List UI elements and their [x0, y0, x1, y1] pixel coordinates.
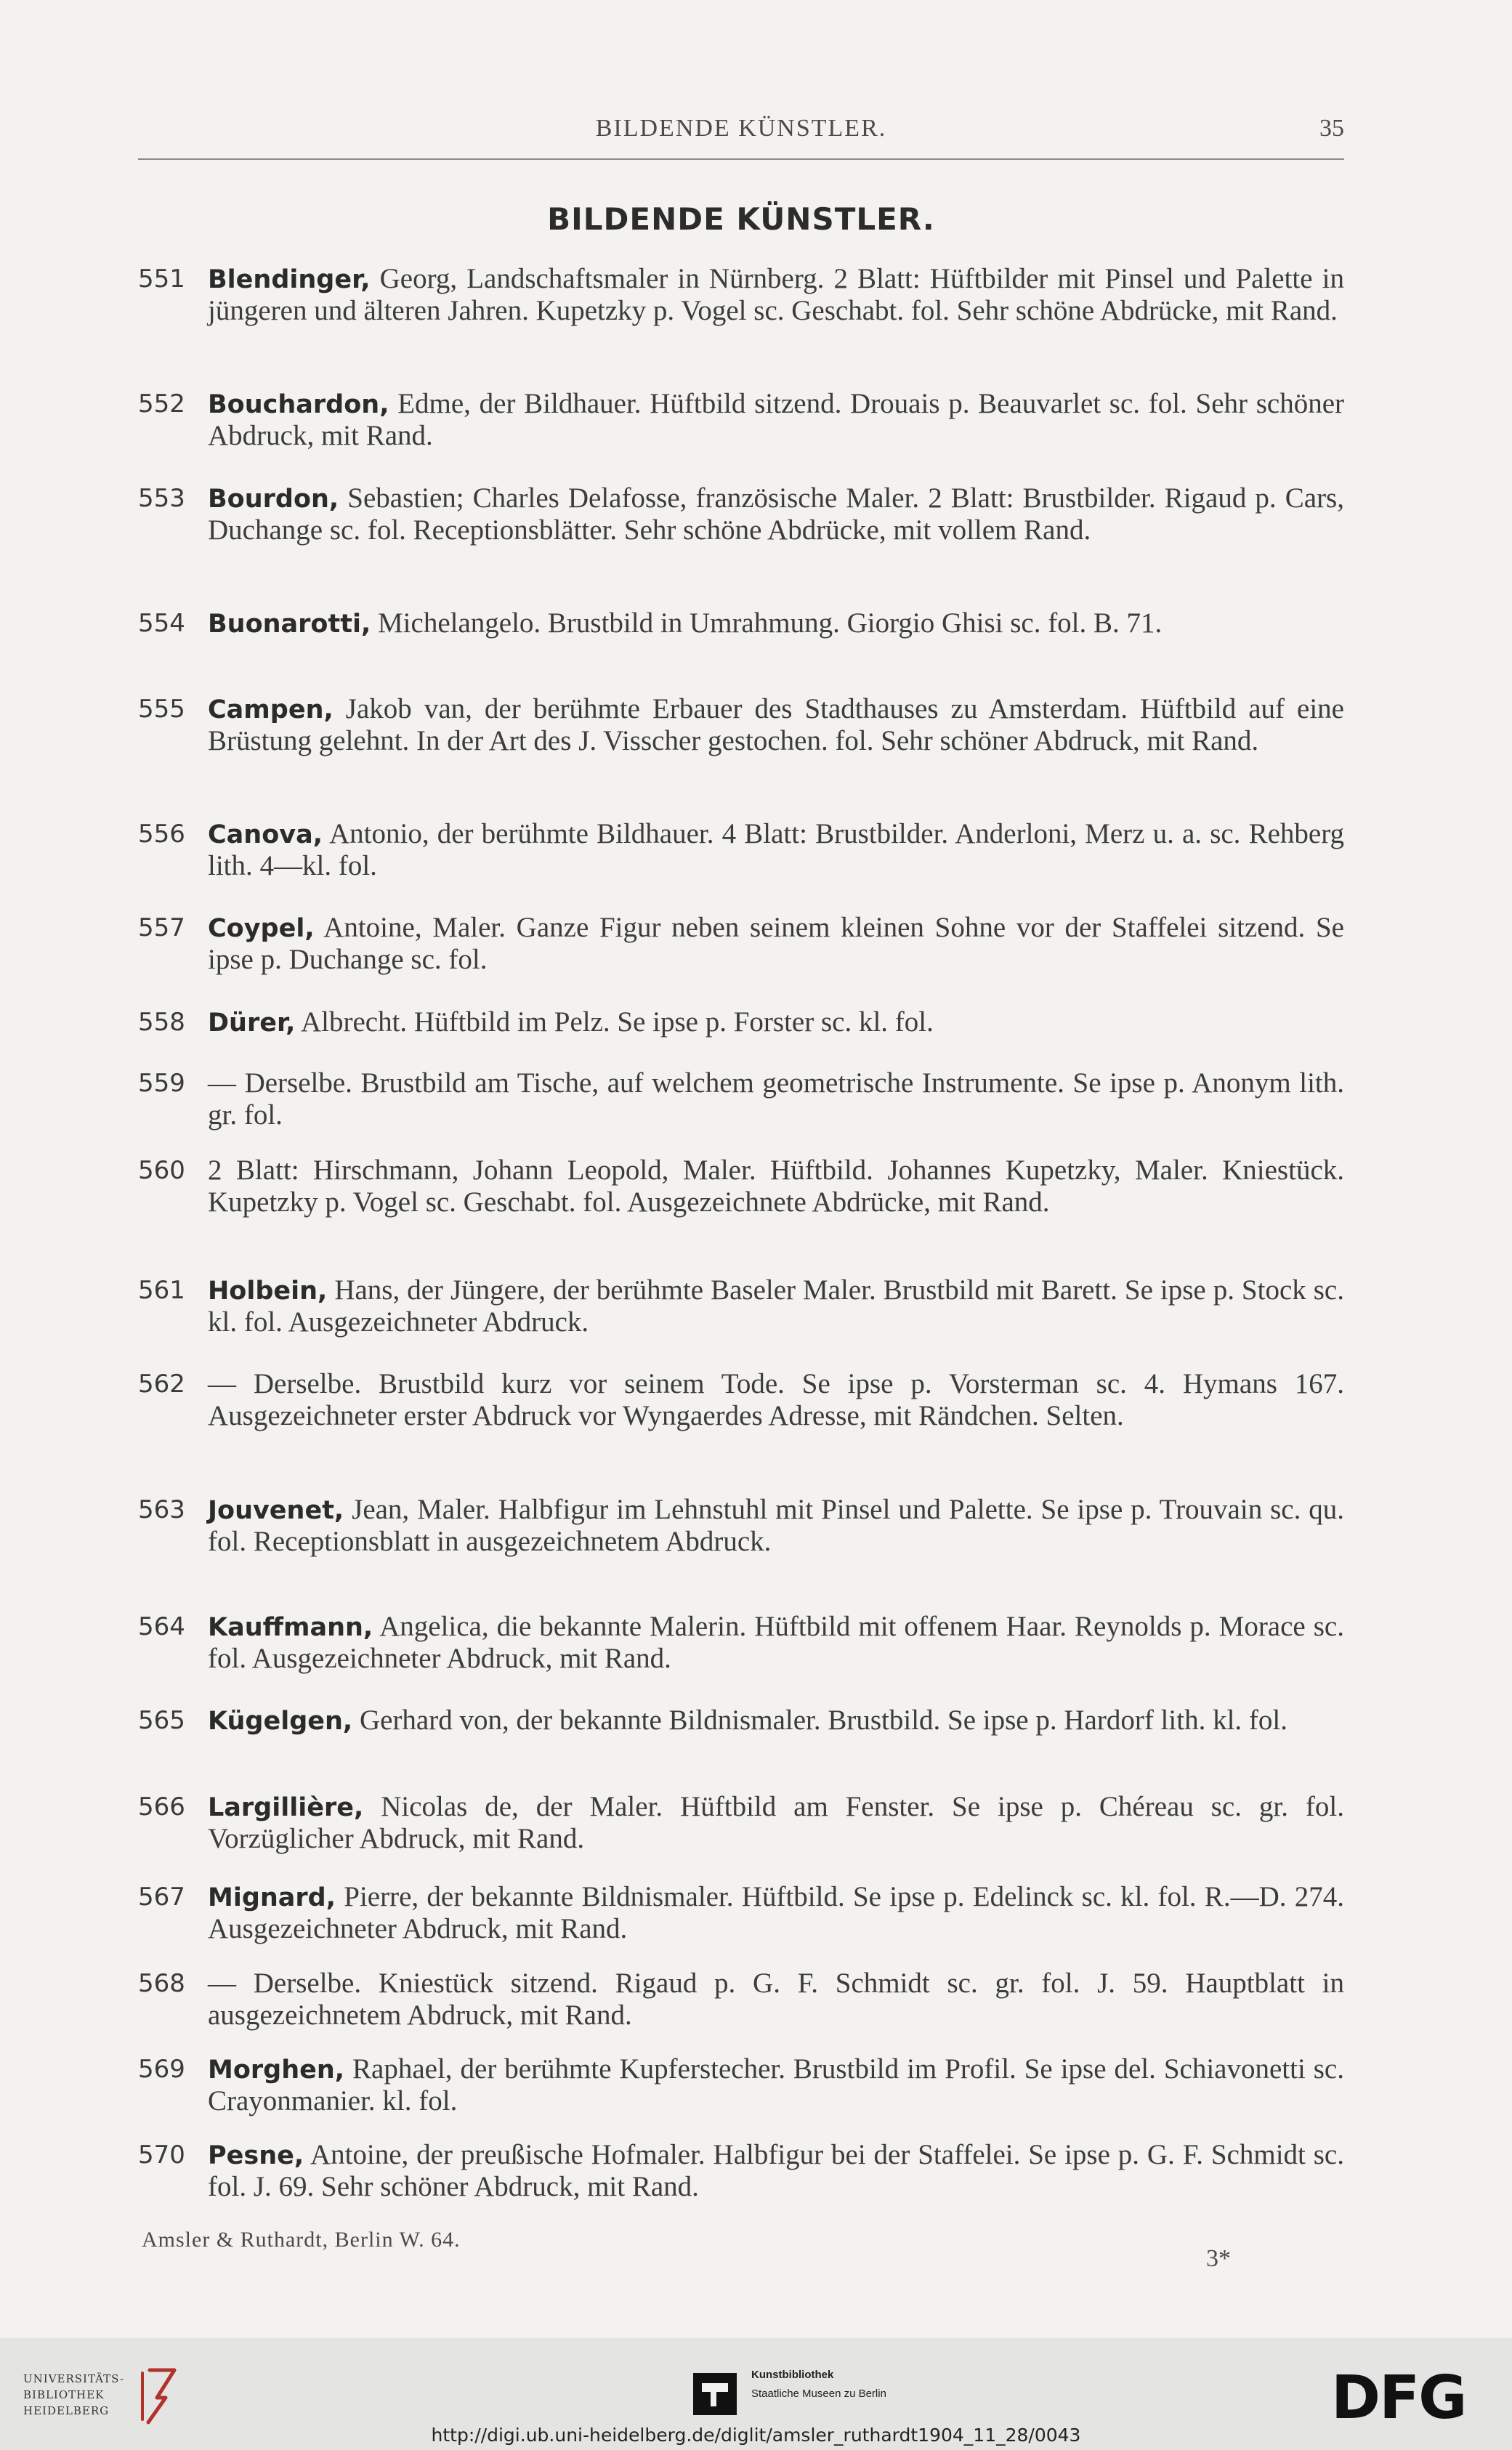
- entry-text: Nicolas de, der Maler. Hüftbild am Fenster. Se ipse p. Chéreau sc. gr. fol. Vorzüglicher Abdruck, mit Rand.: [208, 1791, 1344, 1854]
- entry-text: Hans, der Jüngere, der berühmte Baseler Maler. Brustbild mit Barett. Se ipse p. Stock sc. kl. fol. Ausgezeichneter Abdruck.: [208, 1274, 1344, 1338]
- catalog-entry: [138, 608, 1344, 640]
- catalog-entry: [138, 264, 1344, 326]
- entry-body: [208, 1068, 1344, 1131]
- entry-number: 551: [138, 264, 185, 294]
- page-url[interactable]: http://digi.ub.uni-heidelberg.de/diglit/amsler_ruthardt1904_11_28/0043: [431, 2425, 1081, 2446]
- entry-number: 568: [138, 1969, 185, 1998]
- museum-title: Kunstbibliothek: [751, 2369, 834, 2381]
- entry-number: 565: [138, 1706, 185, 1735]
- university-line: HEIDELBERG: [23, 2404, 110, 2417]
- entry-text: — Derselbe. Brustbild am Tische, auf welchem geometrische Instrumente. Se ipse p. Anonym lith. gr. fol.: [208, 1067, 1344, 1131]
- museum-subtitle: Staatliche Museen zu Berlin: [751, 2388, 886, 2400]
- entry-number: 561: [138, 1276, 185, 1305]
- entry-text: 2 Blatt: Hirschmann, Johann Leopold, Maler. Hüftbild. Johannes Kupetzky, Maler. Kniestück. Kupetzky p. Vogel sc. Geschabt. fol. Ausgezeichnete Abdrücke, mit Rand.: [208, 1155, 1344, 1218]
- entry-number: 554: [138, 609, 185, 638]
- entry-text: Antoine, Maler. Ganze Figur neben seinem kleinen Sohne vor der Staffelei sitzend. Se ipse p. Duchange sc. fol.: [208, 912, 1344, 975]
- catalog-entry: [138, 2140, 1344, 2202]
- entry-number: 567: [138, 1883, 185, 1912]
- entry-number: 570: [138, 2140, 185, 2170]
- university-library-name: [23, 2371, 132, 2419]
- entry-number: 552: [138, 389, 185, 419]
- entry-text: — Derselbe. Brustbild kurz vor seinem Tode. Se ipse p. Vorsterman sc. 4. Hymans 167. Ausgezeichneter erster Abdruck vor Wyngaerdes Adresse, mit Rändchen. Selten.: [208, 1368, 1344, 1431]
- museum-logo-icon: [690, 2370, 740, 2418]
- catalog-entry: [138, 1275, 1344, 1338]
- section-heading: BILDENDE KÜNSTLER.: [547, 201, 935, 237]
- entry-body: [208, 1612, 1344, 1674]
- entry-name: Bourdon,: [208, 485, 339, 514]
- university-line: BIBLIOTHEK: [23, 2388, 105, 2401]
- entry-text: Michelangelo. Brustbild in Umrahmung. Giorgio Ghisi sc. fol. B. 71.: [371, 607, 1163, 639]
- catalog-entry: [138, 1068, 1344, 1131]
- entry-body: [208, 694, 1344, 756]
- entry-body: [208, 1155, 1344, 1218]
- entry-name: Bouchardon,: [208, 390, 389, 419]
- entry-name: Mignard,: [208, 1883, 336, 1912]
- entry-text: Georg, Landschaftsmaler in Nürnberg. 2 Blatt: Hüftbilder mit Pinsel und Palette in jüngeren und älteren Jahren. Kupetzky p. Vogel sc. Geschabt. fol. Sehr schöne Abdrücke, mit Rand.: [208, 263, 1344, 326]
- entry-text: — Derselbe. Kniestück sitzend. Rigaud p. G. F. Schmidt sc. gr. fol. J. 59. Hauptblatt in ausgezeichnetem Abdruck, mit Rand.: [208, 1968, 1344, 2031]
- entry-text: Jean, Maler. Halbfigur im Lehnstuhl mit Pinsel und Palette. Se ipse p. Trouvain sc. qu. fol. Receptionsblatt in ausgezeichnetem Abdruck.: [208, 1494, 1344, 1557]
- entry-name: Dürer,: [208, 1008, 296, 1038]
- entry-number: 560: [138, 1156, 185, 1185]
- entry-name: Kauffmann,: [208, 1613, 373, 1642]
- running-title: BILDENDE KÜNSTLER.: [595, 115, 887, 142]
- catalog-entry: [138, 1705, 1344, 1737]
- catalog-entry: [138, 1369, 1344, 1431]
- entry-name: Largillière,: [208, 1793, 364, 1822]
- university-line: UNIVERSITÄTS-: [23, 2372, 125, 2385]
- entry-number: 566: [138, 1792, 185, 1822]
- entry-name: Kügelgen,: [208, 1707, 353, 1736]
- entry-text: Antonio, der berühmte Bildhauer. 4 Blatt: Brustbilder. Anderloni, Merz u. a. sc. Rehberg lith. 4—kl. fol.: [208, 818, 1344, 881]
- entry-text: Gerhard von, der bekannte Bildnismaler. Brustbild. Se ipse p. Hardorf lith. kl. fol.: [352, 1705, 1287, 1736]
- entry-number: 564: [138, 1612, 185, 1641]
- catalog-entry: [138, 1612, 1344, 1674]
- entry-number: 559: [138, 1069, 185, 1098]
- entry-text: Sebastien; Charles Delafosse, französische Maler. 2 Blatt: Brustbilder. Rigaud p. Cars, Duchange sc. fol. Receptionsblätter. Sehr schöne Abdrücke, mit vollem Rand.: [208, 482, 1344, 546]
- entry-body: [208, 264, 1344, 326]
- entry-body: [208, 913, 1344, 975]
- entry-name: Pesne,: [208, 2141, 304, 2170]
- entry-body: [208, 1275, 1344, 1338]
- entry-name: Blendinger,: [208, 265, 371, 294]
- catalog-entry: [138, 1882, 1344, 1944]
- catalog-entry: [138, 913, 1344, 975]
- entry-number: 569: [138, 2055, 185, 2084]
- entry-text: Antoine, der preußische Hofmaler. Halbfigur bei der Staffelei. Se ipse p. G. F. Schmidt sc. fol. J. 69. Sehr schöner Abdruck, mit Rand.: [208, 2139, 1344, 2202]
- entry-text: Albrecht. Hüftbild im Pelz. Se ipse p. Forster sc. kl. fol.: [295, 1006, 934, 1038]
- dfg-logo: DFG: [1331, 2364, 1466, 2433]
- entry-body: [208, 2140, 1344, 2202]
- entry-body: [208, 1792, 1344, 1854]
- entry-body: [208, 389, 1344, 451]
- catalog-entry: [138, 694, 1344, 756]
- entry-text: Pierre, der bekannte Bildnismaler. Hüftbild. Se ipse p. Edelinck sc. kl. fol. R.—D. 274. Ausgezeichneter Abdruck, mit Rand.: [208, 1881, 1344, 1944]
- entry-name: Holbein,: [208, 1277, 328, 1306]
- catalog-entry: [138, 819, 1344, 881]
- entry-name: Jouvenet,: [208, 1496, 344, 1525]
- entry-body: [208, 1968, 1344, 2031]
- catalog-entry: [138, 483, 1344, 546]
- signature-mark: 3*: [1206, 2245, 1231, 2272]
- catalog-entry: [138, 389, 1344, 451]
- entry-body: [208, 483, 1344, 546]
- entry-name: Coypel,: [208, 914, 315, 943]
- entry-name: Buonarotti,: [208, 610, 371, 639]
- entry-name: Campen,: [208, 695, 333, 724]
- catalog-entry: [138, 1792, 1344, 1854]
- entry-text: Raphael, der berühmte Kupferstecher. Brustbild im Profil. Se ipse del. Schiavonetti sc. Crayonmanier. kl. fol.: [208, 2053, 1344, 2117]
- entry-number: 562: [138, 1370, 185, 1399]
- entry-body: [208, 1705, 1344, 1737]
- header-rule: [138, 158, 1344, 160]
- publisher-line: Amsler & Ruthardt, Berlin W. 64.: [142, 2228, 461, 2252]
- entry-number: 556: [138, 820, 185, 849]
- viewer-footer: [0, 2338, 1512, 2450]
- running-head: [138, 110, 1344, 147]
- university-library-logo-icon: [137, 2366, 179, 2425]
- entry-body: [208, 819, 1344, 881]
- page-number: 35: [1319, 115, 1344, 142]
- catalog-entry: [138, 1007, 1344, 1039]
- entry-body: [208, 2054, 1344, 2117]
- entry-number: 563: [138, 1495, 185, 1524]
- entry-text: Edme, der Bildhauer. Hüftbild sitzend. Drouais p. Beauvarlet sc. fol. Sehr schöner Abdruck, mit Rand.: [208, 388, 1344, 451]
- entry-number: 553: [138, 484, 185, 513]
- entry-number: 557: [138, 913, 185, 942]
- entry-number: 558: [138, 1008, 185, 1037]
- entry-name: Canova,: [208, 820, 323, 849]
- catalog-entry: [138, 2054, 1344, 2117]
- entry-body: [208, 1882, 1344, 1944]
- entry-text: Jakob van, der berühmte Erbauer des Stadthauses zu Amsterdam. Hüftbild auf eine Brüstung gelehnt. In der Art des J. Visscher gestochen. fol. Sehr schöner Abdruck, mit Rand.: [208, 693, 1344, 756]
- entry-number: 555: [138, 695, 185, 724]
- entry-body: [208, 1495, 1344, 1557]
- entry-body: [208, 608, 1344, 640]
- entry-body: [208, 1369, 1344, 1431]
- museum-name: [751, 2366, 940, 2403]
- entry-text: Angelica, die bekannte Malerin. Hüftbild mit offenem Haar. Reynolds p. Morace sc. fol. Ausgezeichneter Abdruck, mit Rand.: [208, 1611, 1344, 1674]
- catalog-entry: [138, 1155, 1344, 1218]
- entry-body: [208, 1007, 1344, 1039]
- entry-name: Morghen,: [208, 2055, 345, 2085]
- catalog-entry: [138, 1968, 1344, 2031]
- catalog-entry: [138, 1495, 1344, 1557]
